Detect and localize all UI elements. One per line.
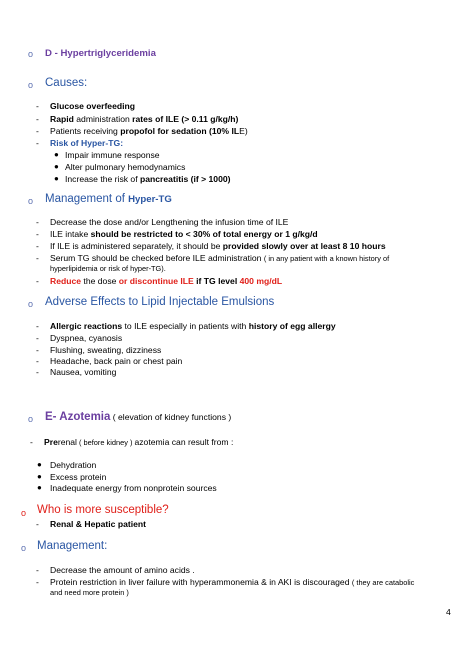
causes-line-1: Glucose overfeeding: [50, 101, 136, 111]
section-marker: o: [28, 414, 34, 424]
adverse-line-3: Flushing, sweating, dizziness: [50, 345, 162, 355]
section-marker: o: [21, 543, 27, 553]
section-marker: o: [28, 196, 34, 206]
risk-heading: Risk of Hyper-TG:: [50, 138, 124, 148]
causes-title: Causes:: [45, 77, 88, 89]
mgmt-tg-line-4: Serum TG should be checked before ILE administration ( in any patient with a known history of: [50, 253, 390, 263]
mgmt-tg-line-2: ILE intake should be restricted to < 30% of total energy or 1 g/kg/d: [50, 229, 318, 239]
page-number: 4: [446, 607, 451, 617]
management-line-2: Protein restriction in liver failure with hyperammonemia & in AKI is discouraged ( they are catabolic: [50, 577, 415, 587]
section-marker: o: [21, 508, 27, 518]
bullet-icon: ●: [37, 460, 42, 469]
mgmt-tg-line-4-cont: hyperlipidemia or risk of hyper-TG).: [50, 264, 166, 273]
mgmt-tg-line-3: If ILE is administered separately, it should be provided slowly over at least 8 10 hours: [50, 241, 386, 251]
susceptible-line-1: Renal & Hepatic patient: [50, 519, 146, 529]
management-tg-title: Management of Hyper-TG: [45, 193, 172, 205]
mgmt-tg-line-1: Decrease the dose and/or Lengthening the infusion time of ILE: [50, 217, 289, 227]
adverse-title: Adverse Effects to Lipid Injectable Emulsions: [45, 296, 275, 308]
susceptible-title: Who is more susceptible?: [37, 504, 169, 516]
bullet-icon: ●: [54, 162, 59, 171]
azotemia-line-1: Prerenal ( before kidney ) azotemia can result from :: [44, 437, 234, 447]
section-marker: o: [28, 299, 34, 309]
management-title: Management:: [37, 540, 108, 552]
adverse-line-1: Allergic reactions to ILE especially in patients with history of egg allergy: [50, 321, 336, 331]
adverse-line-4: Headache, back pain or chest pain: [50, 356, 183, 366]
section-marker: o: [28, 49, 34, 59]
adverse-line-2: Dyspnea, cyanosis: [50, 333, 123, 343]
causes-line-3: Patients receiving propofol for sedation (10% ILE): [50, 126, 248, 136]
azotemia-cause-1: Dehydration: [50, 460, 97, 470]
risk-item-2: Alter pulmonary hemodynamics: [65, 162, 186, 172]
azotemia-cause-3: Inadequate energy from nonprotein sources: [50, 483, 217, 493]
mgmt-tg-line-5: Reduce the dose or discontinue ILE if TG level 400 mg/dL: [50, 276, 283, 286]
management-line-1: Decrease the amount of amino acids .: [50, 565, 195, 575]
azotemia-cause-2: Excess protein: [50, 472, 107, 482]
bullet-icon: ●: [37, 483, 42, 492]
causes-line-2: Rapid administration rates of ILE (> 0.11 g/kg/h): [50, 114, 239, 124]
management-line-2-cont: and need more protein ): [50, 588, 129, 597]
bullet-icon: ●: [54, 174, 59, 183]
section-e-title: E- Azotemia ( elevation of kidney functions ): [45, 411, 232, 423]
section-d-title: D - Hypertriglyceridemia: [45, 48, 156, 59]
adverse-line-5: Nausea, vomiting: [50, 367, 117, 377]
bullet-icon: ●: [37, 472, 42, 481]
bullet-icon: ●: [54, 150, 59, 159]
risk-item-1: Impair immune response: [65, 150, 160, 160]
section-marker: o: [28, 80, 34, 90]
risk-item-3: Increase the risk of pancreatitis (if > 1000): [65, 174, 231, 184]
